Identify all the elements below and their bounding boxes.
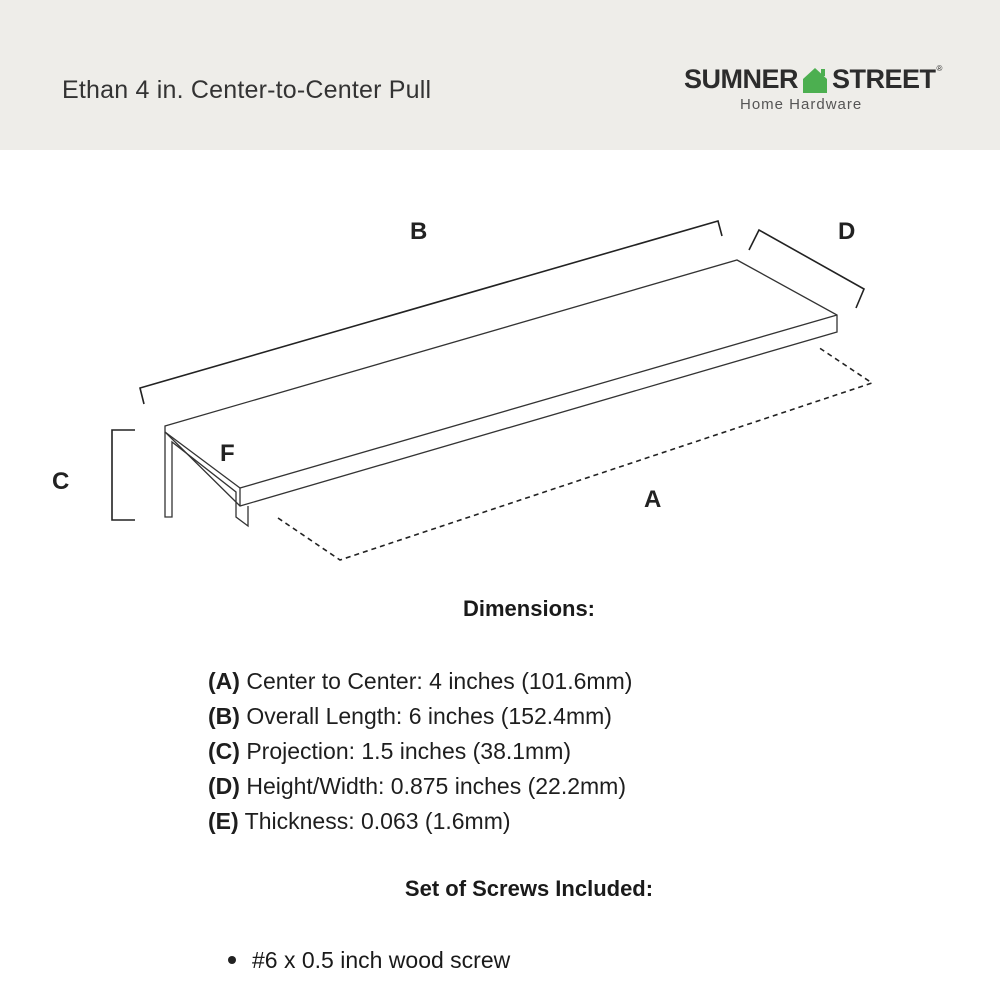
dimension-key: (D)	[208, 773, 240, 799]
header	[0, 0, 1000, 150]
label-f: F	[220, 440, 235, 467]
list-item	[208, 769, 632, 804]
screws-heading: Set of Screws Included:	[404, 876, 654, 901]
house-icon	[801, 66, 829, 94]
list-item	[208, 804, 632, 839]
label-b: B	[410, 218, 428, 245]
dimension-key: (A)	[208, 668, 240, 694]
list-item	[208, 699, 632, 734]
logo-wordmark	[684, 64, 942, 94]
pull-top-face	[165, 260, 837, 506]
dimension-key: (C)	[208, 738, 240, 764]
registered-mark: ®	[936, 64, 943, 73]
dimension-key: (E)	[208, 808, 239, 834]
logo-tagline: Home Hardware	[740, 96, 863, 113]
dimension-text: Height/Width: 0.875 inches (22.2mm)	[246, 773, 626, 799]
dimensions-list	[208, 664, 632, 839]
screw-text: #6 x 0.5 inch wood screw	[252, 947, 511, 973]
dimension-text: Projection: 1.5 inches (38.1mm)	[246, 738, 572, 764]
dimension-text: Overall Length: 6 inches (152.4mm)	[246, 703, 612, 729]
brand-logo	[684, 60, 950, 116]
logo-word-street: STREET	[832, 64, 936, 94]
label-d: D	[838, 218, 856, 245]
logo-word-sumner: SUMNER	[684, 64, 799, 94]
screws-list	[228, 944, 510, 976]
label-a: A	[644, 486, 662, 513]
label-c: C	[52, 468, 70, 495]
bullet-icon	[228, 956, 236, 964]
dimensions-heading: Dimensions:	[462, 596, 596, 621]
product-title: Ethan 4 in. Center-to-Center Pull	[62, 76, 432, 104]
dimension-key: (B)	[208, 703, 240, 729]
list-item	[228, 944, 510, 976]
dimension-text: Center to Center: 4 inches (101.6mm)	[246, 668, 633, 694]
list-item	[208, 734, 632, 769]
pull-drawing	[0, 150, 1000, 590]
pull-diagram	[0, 150, 1000, 590]
dim-line-c	[112, 430, 135, 520]
dimension-text: Thickness: 0.063 (1.6mm)	[244, 808, 511, 834]
list-item	[208, 664, 632, 699]
